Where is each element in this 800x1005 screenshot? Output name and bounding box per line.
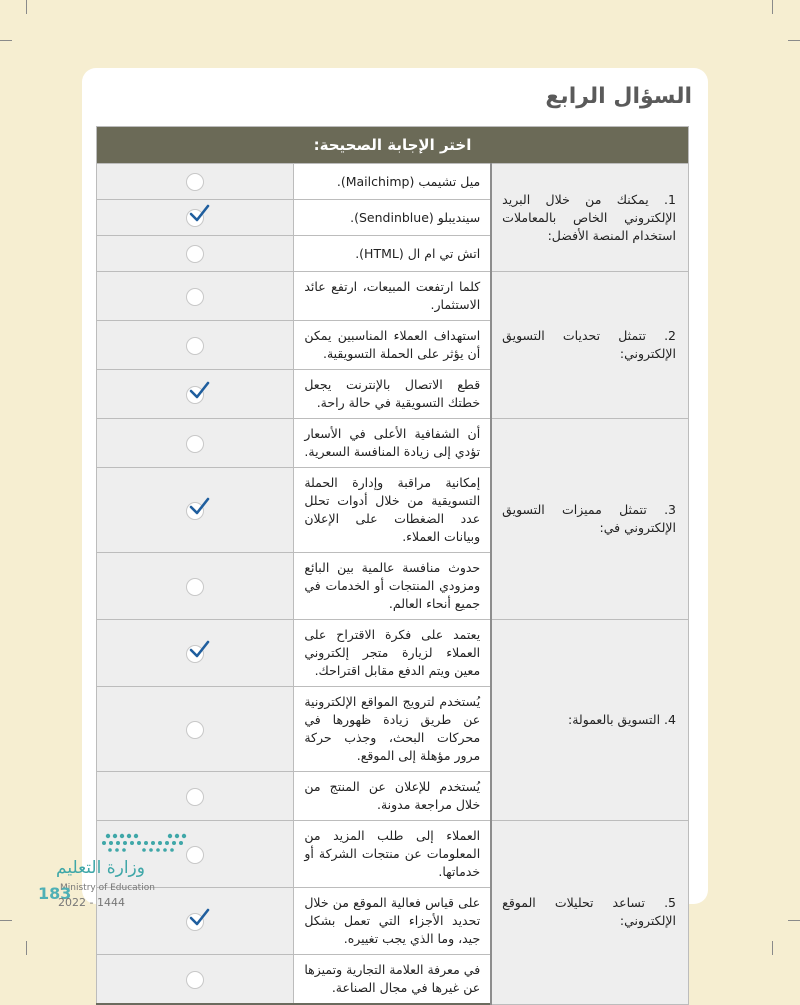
answer-checkbox-cell[interactable]	[97, 370, 294, 419]
question-prompt: 4. التسويق بالعمولة:	[491, 620, 688, 821]
answer-option[interactable]: على قياس فعالية الموقع من خلال تحديد الأجزاء التي تعمل بشكل جيد، وما الذي يجب تغييره.	[294, 888, 491, 955]
question-prompt: 3. تتمثل مميزات التسويق الإلكتروني في:	[491, 419, 688, 620]
answer-option[interactable]: يعتمد على فكرة الاقتراح على العملاء لزيارة متجر إلكتروني معين ويتم الدفع مقابل اقتراحك.	[294, 620, 491, 687]
table-row	[97, 272, 689, 321]
answer-radio[interactable]	[186, 245, 204, 263]
answer-option[interactable]: حدوث منافسة عالمية بين البائع ومزودي المنتجات أو الخدمات في جميع أنحاء العالم.	[294, 553, 491, 620]
answer-radio[interactable]	[186, 971, 204, 989]
answer-option[interactable]: كلما ارتفعت المبيعات، ارتفع عائد الاستثمار.	[294, 272, 491, 321]
answer-radio[interactable]	[186, 337, 204, 355]
ministry-logo-icon	[40, 828, 200, 860]
crop-mark	[788, 920, 800, 921]
answer-option[interactable]: يُستخدم لترويج المواقع الإلكترونية عن طريق زيادة ظهورها في محركات البحث، وجذب حركة مرور مؤهلة إلى الموقع.	[294, 687, 491, 772]
answer-checkbox-cell[interactable]	[97, 321, 294, 370]
answer-option[interactable]: سينديبلو (Sendinblue).	[294, 200, 491, 236]
quiz-table	[96, 126, 689, 1005]
answer-option[interactable]: العملاء إلى طلب المزيد من المعلومات عن منتجات الشركة أو خدماتها.	[294, 821, 491, 888]
answer-radio[interactable]	[186, 788, 204, 806]
answer-checkbox-cell[interactable]	[97, 553, 294, 620]
question-prompt: 2. تتمثل تحديات التسويق الإلكتروني:	[491, 272, 688, 419]
quiz-body	[97, 164, 689, 1005]
answer-checkbox-cell[interactable]	[97, 620, 294, 687]
answer-checkbox-cell[interactable]	[97, 955, 294, 1005]
table-row	[97, 620, 689, 687]
instruction-header: اختر الإجابة الصحيحة:	[97, 127, 689, 164]
question-prompt: 1. يمكنك من خلال البريد الإلكتروني الخاص بالمعاملات استخدام المنصة الأفضل:	[491, 164, 688, 272]
answer-checkbox-cell[interactable]	[97, 468, 294, 553]
table-row	[97, 164, 689, 200]
check-icon	[188, 380, 210, 402]
answer-radio[interactable]	[186, 578, 204, 596]
answer-option[interactable]: أن الشفافية الأعلى في الأسعار تؤدي إلى زيادة المنافسة السعرية.	[294, 419, 491, 468]
table-row	[97, 419, 689, 468]
crop-mark	[772, 941, 773, 955]
answer-checkbox-cell[interactable]	[97, 772, 294, 821]
answer-checkbox-cell[interactable]	[97, 200, 294, 236]
question-prompt: 5. تساعد تحليلات الموقع الإلكتروني:	[491, 821, 688, 1005]
answer-checkbox-cell[interactable]	[97, 272, 294, 321]
check-icon	[188, 907, 210, 929]
answer-radio[interactable]	[186, 502, 204, 520]
answer-option[interactable]: إمكانية مراقبة وإدارة الحملة التسويقية من خلال أدوات تحلل عدد الضغطات على الإعلان وبيانات العملاء.	[294, 468, 491, 553]
ministry-name-english: Ministry of Education	[60, 883, 155, 893]
check-icon	[188, 639, 210, 661]
answer-option[interactable]: قطع الاتصال بالإنترنت يجعل خطتك التسويقية في حالة راحة.	[294, 370, 491, 419]
answer-radio[interactable]	[186, 435, 204, 453]
answer-checkbox-cell[interactable]	[97, 888, 294, 955]
crop-mark	[26, 0, 27, 14]
answer-checkbox-cell[interactable]	[97, 236, 294, 272]
crop-mark	[0, 40, 12, 41]
answer-checkbox-cell[interactable]	[97, 687, 294, 772]
answer-radio[interactable]	[186, 721, 204, 739]
answer-radio[interactable]	[186, 288, 204, 306]
check-icon	[188, 203, 210, 225]
page-number: 183	[38, 884, 72, 903]
answer-radio[interactable]	[186, 913, 204, 931]
crop-mark	[788, 40, 800, 41]
answer-checkbox-cell[interactable]	[97, 164, 294, 200]
answer-option[interactable]: في معرفة العلامة التجارية وتميزها عن غيرها في مجال الصناعة.	[294, 955, 491, 1005]
ministry-name-arabic: وزارة التعليم	[56, 858, 145, 878]
crop-mark	[0, 920, 12, 921]
check-icon	[188, 496, 210, 518]
section-title: السؤال الرابع	[545, 84, 692, 109]
answer-radio[interactable]	[186, 173, 204, 191]
answer-radio[interactable]	[186, 386, 204, 404]
answer-radio[interactable]	[186, 209, 204, 227]
edition-year: 2022 - 1444	[58, 896, 125, 909]
answer-checkbox-cell[interactable]	[97, 419, 294, 468]
answer-option[interactable]: استهداف العملاء المناسبين يمكن أن يؤثر على الحملة التسويقية.	[294, 321, 491, 370]
answer-option[interactable]: اتش تي ام ال (HTML).	[294, 236, 491, 272]
answer-option[interactable]: ميل تشيمب (Mailchimp).	[294, 164, 491, 200]
crop-mark	[26, 941, 27, 955]
crop-mark	[772, 0, 773, 14]
answer-option[interactable]: يُستخدم للإعلان عن المنتج من خلال مراجعة مدونة.	[294, 772, 491, 821]
answer-radio[interactable]	[186, 645, 204, 663]
